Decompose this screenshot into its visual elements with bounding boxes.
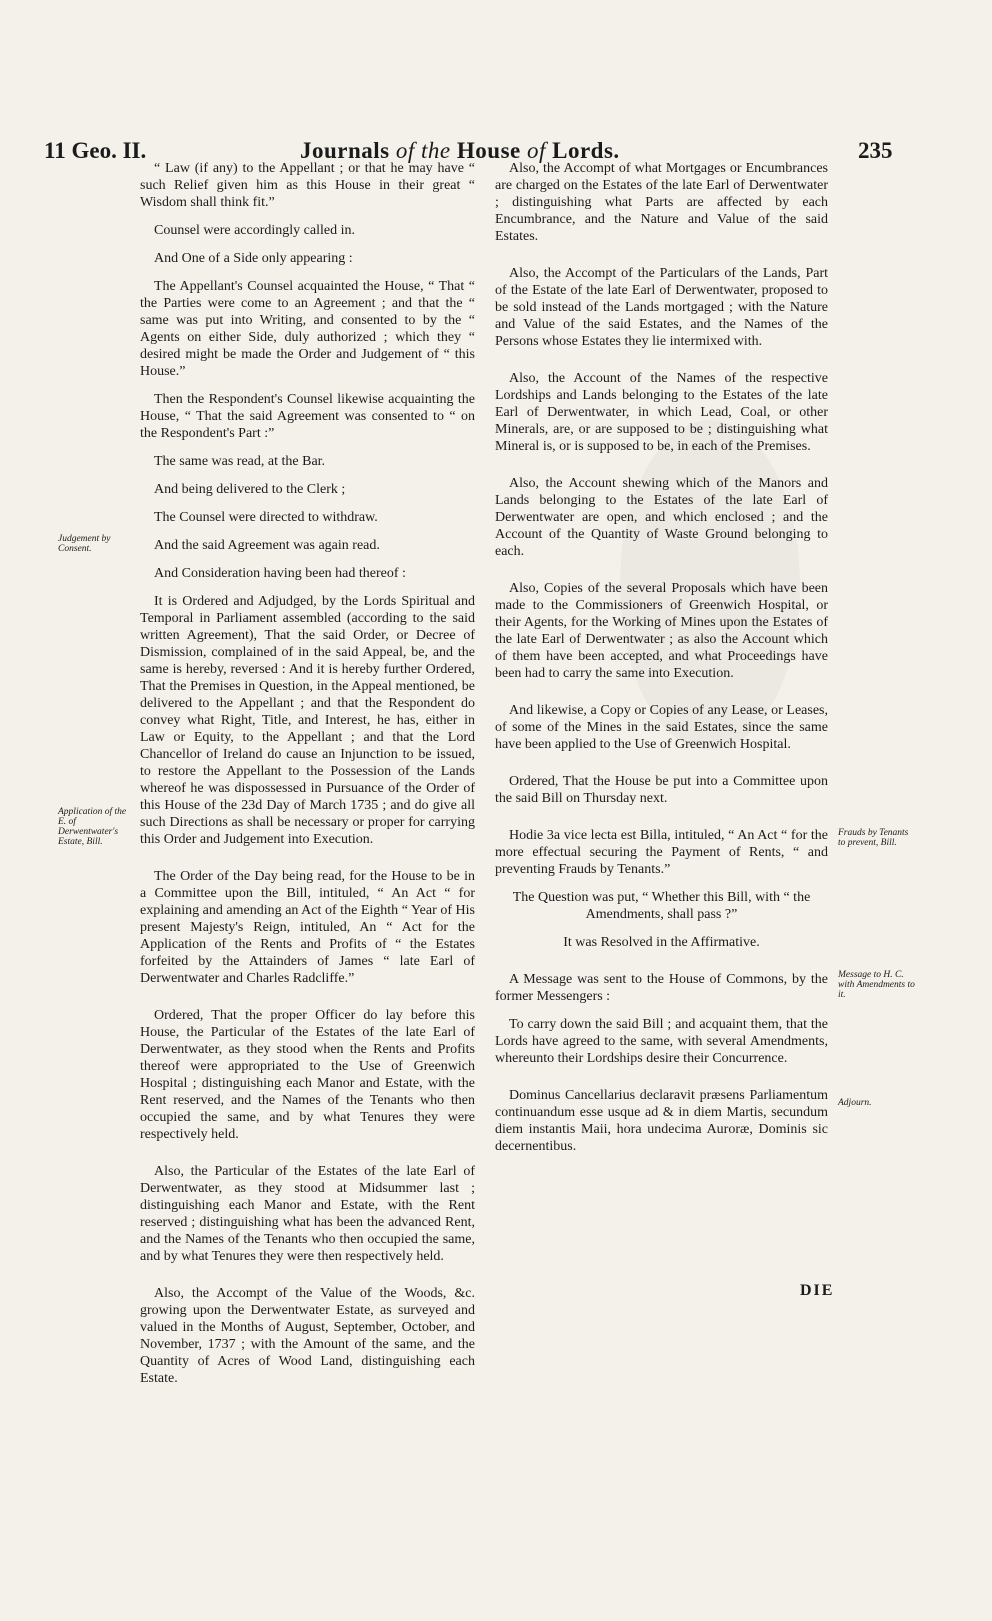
- paragraph: And being delivered to the Clerk ;: [154, 482, 346, 497]
- left-column: [140, 160, 475, 1398]
- paragraph: Also, the Particular of the Estates of the late Earl of Derwentwater, as they stood at Midsummer last ; distinguishing each Manor and Estate, with the Rent reserved ; distinguishing what has been the advanced Rent, and the Names of the Tenants who then occupied the same, and by what Tenures they were then respectively held.: [140, 1164, 475, 1264]
- title-word: of: [395, 138, 415, 163]
- title-word: the: [421, 138, 451, 163]
- paragraph: The Appellant's Counsel acquainted the House, “ That “ the Parties were come to an Agreement ; and that the “ same was put into Writing, and consented to by the “ Agents on either Side, duly authorized ; which they “ desired might be made the Order and Judgement of “ this House.”: [140, 279, 475, 379]
- title-word: of: [526, 138, 546, 163]
- paragraph: And One of a Side only appearing :: [154, 251, 353, 266]
- paragraph: “ Law (if any) to the Appellant ; or that he may have “ such Relief given him as this House in their great “ Wisdom shall think fit.”: [140, 161, 475, 210]
- title-word: House: [456, 138, 521, 163]
- paragraph: The Counsel were directed to withdraw.: [154, 510, 378, 525]
- paragraph: And the said Agreement was again read.: [154, 538, 380, 553]
- paragraph: The Order of the Day being read, for the House to be in a Committee upon the Bill, intituled, “ An Act “ for explaining and amending an Act of the Eighth “ Year of His present Majesty's Reign, intituled, An “ Act for the Application of the Rents and Profits of “ the Estates forfeited by the Attainders of James “ late Earl of Derwentwater and Charles Radcliffe.”: [140, 869, 475, 986]
- paragraph: And likewise, a Copy or Copies of any Lease, or Leases, of some of the Mines in the said Estates, since the same have been applied to the Use of Greenwich Hospital.: [495, 703, 828, 752]
- paragraph: Ordered, That the House be put into a Committee upon the said Bill on Thursday next.: [495, 774, 828, 806]
- paragraph: The Question was put, “ Whether this Bill, with “ the Amendments, shall pass ?”: [512, 890, 811, 922]
- catchword: DIE: [800, 1282, 835, 1299]
- paragraph: It is Ordered and Adjudged, by the Lords Spiritual and Temporal in Parliament assembled (according to the said written Agreement), That the said Order, or Decree of Dismission, complained of in the said Appeal, be, and the same is hereby, reversed : And it is hereby further Ordered, That the Premises in Question, in the Appeal mentioned, be delivered to the Appellant ; and that the Respondent do convey what Right, Title, and Interest, he has, either in Law or Equity, to the Appellant ; and that the Lord Chancellor of Ireland do cause an Injunction to be issued, to restore the Appellant to the Possession of the Lands whereof he was dispossessed in Pursuance of the Order of this House of the 23d Day of March 1735 ; and do give all such Directions as shall be necessary or proper for carrying this Order and Judgement into Execution.: [140, 594, 475, 847]
- right-column: [495, 160, 828, 1166]
- paragraph: And Consideration having been had thereof :: [154, 566, 406, 581]
- paragraph: Also, the Accompt of what Mortgages or Encumbrances are charged on the Estates of the late Earl of Derwentwater ; distinguishing what Parts are affected by each Encumbrance, and the Nature and Value of the said Estates.: [495, 161, 828, 244]
- paragraph: Also, the Accompt of the Value of the Woods, &c. growing upon the Derwentwater Estate, as surveyed and valued in the Months of August, September, October, and November, 1737 ; with the Amount of the same, and the Quantity of Acres of Wood Land, distinguishing each Estate.: [140, 1286, 475, 1386]
- margin-note-application: Application of the E. of Derwentwater's Estate, Bill.: [58, 807, 127, 847]
- margin-note-frauds: Frauds by Tenants to prevent, Bill.: [838, 828, 909, 848]
- paragraph: Also, the Accompt of the Particulars of the Lands, Part of the Estate of the late Earl of Derwentwater, proposed to be sold instead of the Lands mortgaged ; with the Nature and Value of the said Estates, and the Names of the Persons whose Estates they lie intermixed with.: [495, 266, 828, 349]
- paragraph: Hodie 3a vice lecta est Billa, intituled, “ An Act “ for the more effectual securing the Payment of Rents, “ and preventing Frauds by Tenants.”: [495, 828, 828, 877]
- paragraph: Also, the Account of the Names of the respective Lordships and Lands belonging to the Estates of the late Earl of Derwentwater, in which Lead, Coal, or other Minerals, are, or are supposed to be ; distinguishing what Mineral is, or is supposed to be, in each of the Premises.: [495, 371, 828, 454]
- paragraph: A Message was sent to the House of Commons, by the former Messengers :: [495, 972, 828, 1004]
- margin-note-message: Message to H. C. with Amendments to it.: [838, 970, 915, 1000]
- margin-note-adjourn: Adjourn.: [838, 1098, 872, 1108]
- paragraph: Also, Copies of the several Proposals which have been made to the Commissioners of Greenwich Hospital, or their Agents, for the Working of Mines upon the Estates of the late Earl of Derwentwater ; as also the Account which of them have been accepted, and what Proceedings have been had to carry the same into Execution.: [495, 581, 828, 681]
- paragraph: Also, the Account shewing which of the Manors and Lands belonging to the Estates of the late Earl of Derwentwater are open, and which enclosed ; and the Account of the Quantity of Waste Ground belonging to each.: [495, 476, 828, 559]
- title-word: Journals: [300, 138, 390, 163]
- paragraph: Then the Respondent's Counsel likewise acquainting the House, “ That the said Agreement was consented to “ on the Respondent's Part :”: [140, 392, 475, 441]
- regnal-year-header: 11 Geo. II.: [44, 138, 147, 163]
- paragraph: Ordered, That the proper Officer do lay before this House, the Particular of the Estates of the late Earl of Derwentwater, as they stood when the Rents and Profits thereof were appropriated to the Use of Greenwich Hospital ; distinguishing each Manor and Estate, with the Rent reserved, and the Names of the Tenants who then occupied the same, and by what Tenures they were respectively held.: [140, 1008, 475, 1142]
- paragraph: The same was read, at the Bar.: [154, 454, 326, 469]
- page-number: 235: [858, 138, 893, 163]
- paragraph: To carry down the said Bill ; and acquaint them, that the Lords have agreed to the same, with several Amendments, whereunto their Lordships desire their Concurrence.: [495, 1017, 828, 1066]
- paragraph: Dominus Cancellarius declaravit præsens Parliamentum continuandum esse usque ad & in diem Martis, secundum diem instantis Maii, hora undecima Auroræ, Dominis sic decernentibus.: [495, 1088, 828, 1154]
- margin-note-judgement: Judgement by Consent.: [58, 534, 111, 554]
- paragraph: Counsel were accordingly called in.: [154, 223, 355, 238]
- title-word: Lords.: [552, 138, 620, 163]
- paragraph: It was Resolved in the Affirmative.: [563, 935, 760, 950]
